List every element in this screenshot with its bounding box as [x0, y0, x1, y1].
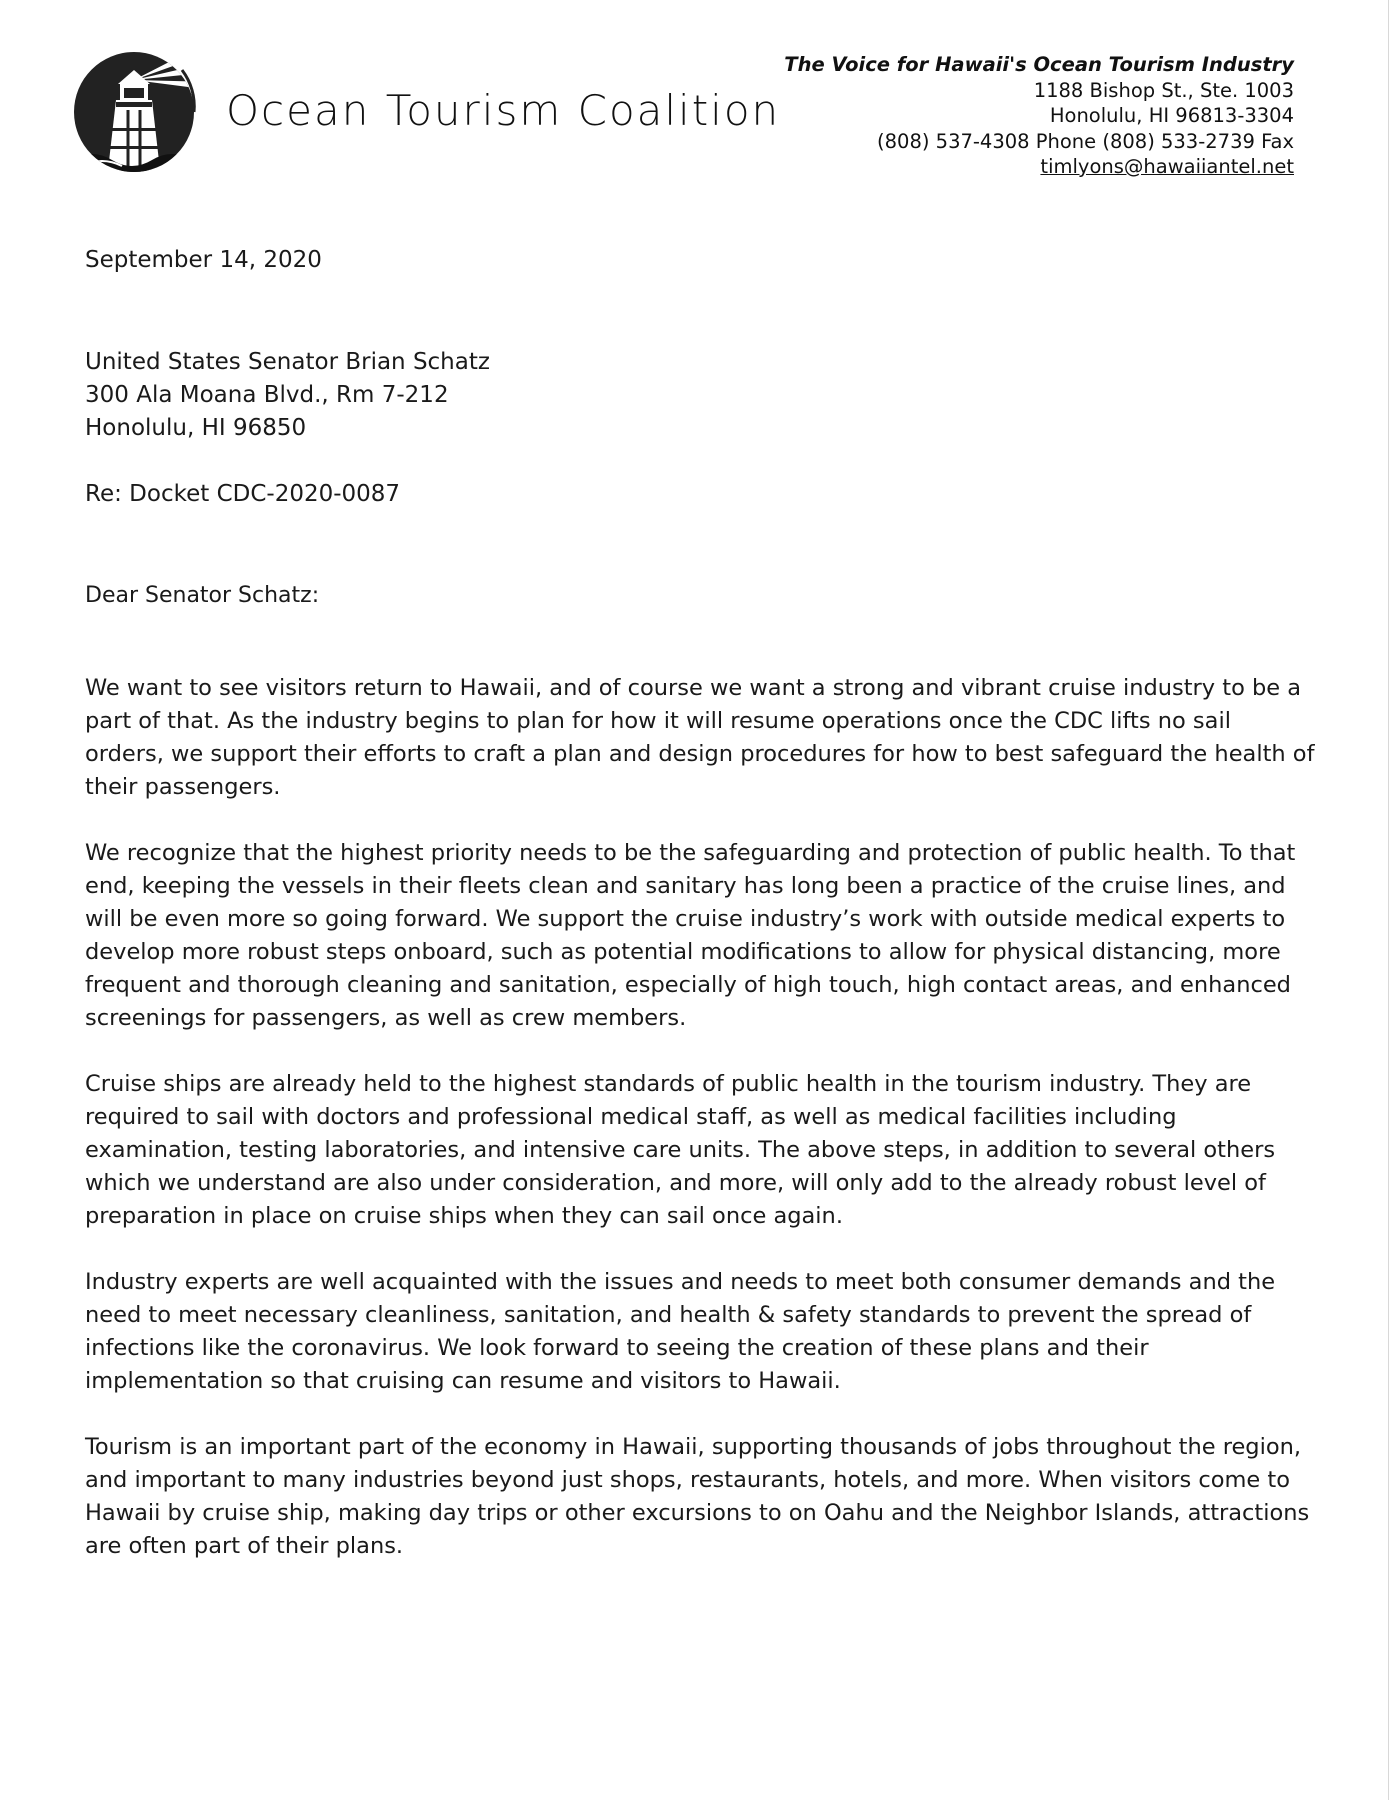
body-paragraph: Industry experts are well acquainted with the issues and needs to meet both consumer demands and the need to meet necessary cleanliness, sanitation, and health & safety standards to prevent the spread of infections like the coronavirus. We look forward to seeing the creation of these plans and their implementation so that cruising can resume and visitors to Hawaii.	[85, 1269, 1276, 1394]
recipient-address	[85, 346, 490, 445]
email-link[interactable]: timlyons@hawaiiantel.net	[1040, 155, 1294, 178]
letter-date: September 14, 2020	[85, 247, 322, 273]
recipient-line-2: 300 Ala Moana Blvd., Rm 7-212	[85, 382, 449, 408]
body-paragraph: Cruise ships are already held to the highest standards of public health in the tourism industry. They are required to sail with doctors and professional medical staff, as well as medical facilities including examination, testing laboratories, and intensive care units. The above steps, in addition to several others which we understand are also under consideration, and more, will only add to the already robust level of preparation in place on cruise ships when they can sail once again.	[85, 1071, 1276, 1229]
body-paragraph: Tourism is an important part of the economy in Hawaii, supporting thousands of jobs throughout the region, and important to many industries beyond just shops, restaurants, hotels, and more. When visitors come to Hawaii by cruise ship, making day trips or other excursions to on Oahu and the Neighbor Islands, attractions are often part of their plans.	[85, 1434, 1310, 1559]
body-paragraph: We recognize that the highest priority needs to be the safeguarding and protection of public health. To that end, keeping the vessels in their fleets clean and sanitary has long been a practice of the cruise lines, and will be even more so going forward. We support the cruise industry’s work with outside medical experts to develop more robust steps onboard, such as potential modifications to allow for physical distancing, more frequent and thorough cleaning and sanitation, especially of high touch, high contact areas, and enhanced screenings for passengers, as well as crew members.	[85, 840, 1296, 1031]
salutation: Dear Senator Schatz:	[85, 583, 320, 608]
address-line-1: 1188 Bishop St., Ste. 1003	[1033, 78, 1294, 102]
re-line: Re: Docket CDC-2020-0087	[85, 481, 401, 507]
tagline: The Voice for Hawaii's Ocean Tourism Industry	[784, 53, 1294, 76]
phone-fax: (808) 537-4308 Phone (808) 533-2739 Fax	[877, 129, 1294, 153]
page-edge-line	[1388, 0, 1389, 1800]
address-line-2: Honolulu, HI 96813-3304	[1049, 104, 1294, 127]
organization-name: Ocean Tourism Coalition	[226, 86, 781, 135]
lighthouse-icon	[72, 40, 212, 180]
letterhead-contact	[784, 52, 1294, 180]
recipient-line-1: United States Senator Brian Schatz	[85, 349, 490, 375]
body-paragraph: We want to see visitors return to Hawaii, and of course we want a strong and vibrant cruise industry to be a part of that. As the industry begins to plan for how it will resume operations once the CDC lifts no sail orders, we support their efforts to craft a plan and design procedures for how to best safeguard the health of their passengers.	[85, 675, 1315, 800]
letter-body	[85, 672, 1315, 1596]
recipient-line-3: Honolulu, HI 96850	[85, 415, 307, 441]
